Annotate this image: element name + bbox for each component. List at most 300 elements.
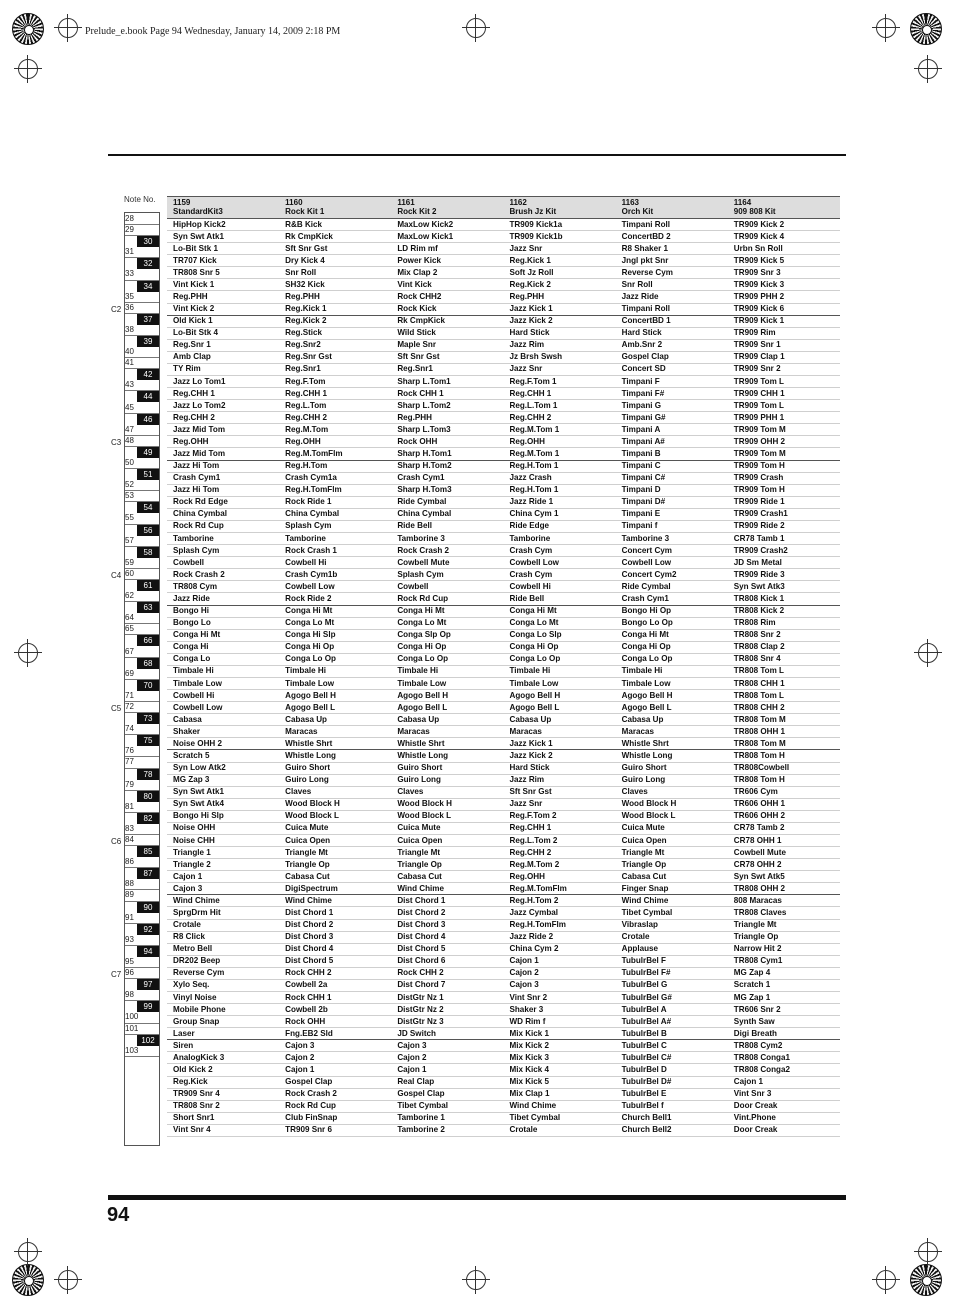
drum-sound-cell: TR909 Ride 1 (728, 496, 840, 508)
drum-sound-cell: Wood Block H (391, 798, 503, 810)
drum-sound-cell: Agogo Bell L (616, 702, 728, 714)
table-row (167, 279, 840, 291)
drum-sound-cell: Applause (616, 943, 728, 955)
drum-sound-cell: SprgDrm Hit (167, 907, 279, 919)
table-row (167, 424, 840, 436)
white-key-note: 71 (125, 690, 134, 700)
table-row (167, 992, 840, 1004)
black-key: 94 (137, 946, 159, 957)
drum-sound-cell: Dist Chord 5 (279, 955, 391, 967)
drum-sound-cell: Wood Block L (391, 810, 503, 822)
drum-sound-cell: Reg.CHH 1 (503, 388, 615, 400)
kit-number: 1162 (509, 198, 527, 207)
drum-sound-cell: TR909 Tom H (728, 460, 840, 472)
drum-sound-cell: Hard Stick (503, 762, 615, 774)
drum-sound-cell: Reg.OHH (503, 436, 615, 448)
drum-sound-cell: Timpani Roll (616, 219, 728, 231)
drum-sound-cell: Conga Lo Slp (503, 629, 615, 641)
black-key: 32 (137, 258, 159, 269)
black-key: 87 (137, 868, 159, 879)
drum-sound-cell: Reg.H.Tom 2 (503, 895, 615, 907)
drum-sound-cell: Rock CHH 1 (391, 388, 503, 400)
drum-sound-cell: Ride Bell (391, 520, 503, 532)
drum-sound-cell: Syn Swt Atk1 (167, 231, 279, 243)
drum-sound-cell: TR808 Snr 5 (167, 267, 279, 279)
table-row (167, 545, 840, 557)
black-key: 97 (137, 979, 159, 990)
table-row (167, 1112, 840, 1124)
drum-sound-cell: Rock Crash 2 (167, 569, 279, 581)
table-row (167, 919, 840, 931)
top-rule (108, 154, 846, 156)
drum-sound-cell: Mix Clap 2 (391, 267, 503, 279)
drum-sound-cell: TR909 Tom L (728, 376, 840, 388)
white-key-note: 95 (125, 957, 134, 967)
drum-sound-cell: TubulrBel E (616, 1088, 728, 1100)
drum-sound-cell: TubulrBel A# (616, 1016, 728, 1028)
registration-star-icon (910, 1264, 942, 1296)
drum-sound-cell: Wood Block L (279, 810, 391, 822)
white-key-note: 67 (125, 646, 134, 656)
drum-sound-cell: Metro Bell (167, 943, 279, 955)
drum-sound-cell: Jazz Hi Tom (167, 460, 279, 472)
drum-sound-cell: Cabasa Up (503, 714, 615, 726)
drum-sound-cell: Cabasa Cut (279, 871, 391, 883)
drum-sound-cell: Concert SD (616, 363, 728, 375)
drum-sound-cell: Reg.CHH 1 (167, 388, 279, 400)
drum-sound-cell: Ride Bell (503, 593, 615, 605)
drum-sound-cell: TR808 CHH 2 (728, 702, 840, 714)
drum-sound-cell: Maracas (391, 726, 503, 738)
drum-sound-cell: MaxLow Kick2 (391, 219, 503, 231)
drum-sound-cell: Crash Cym1 (616, 593, 728, 605)
drum-sound-cell: Conga Lo (167, 653, 279, 665)
drum-sound-cell: Jazz Cymbal (503, 907, 615, 919)
drum-sound-cell: Siren (167, 1040, 279, 1052)
crosshair-icon (14, 1238, 42, 1266)
drum-sound-cell: Bongo Hi Op (616, 605, 728, 617)
drum-sound-cell: Rock CHH2 (391, 291, 503, 303)
drum-sound-cell: Whistle Long (391, 750, 503, 762)
drum-sound-cell: Timpani A (616, 424, 728, 436)
table-row (167, 315, 840, 327)
drum-sound-cell: Cowbell (391, 581, 503, 593)
drum-sound-cell: Jazz Snr (503, 363, 615, 375)
drum-sound-cell: Agogo Bell H (279, 690, 391, 702)
drum-sound-cell: Reg.Snr1 (279, 363, 391, 375)
table-row (167, 255, 840, 267)
drum-sound-cell: Bongo Hi Slp (167, 810, 279, 822)
drum-sound-cell: Triangle Op (728, 931, 840, 943)
drum-sound-cell: Mix Kick 4 (503, 1064, 615, 1076)
table-row (167, 243, 840, 255)
table-row (167, 219, 840, 231)
white-key-note: 69 (125, 668, 134, 678)
white-key-note: 79 (125, 779, 134, 789)
table-row (167, 798, 840, 810)
table-row (167, 738, 840, 750)
crosshair-icon (914, 55, 942, 83)
kit-header (167, 197, 279, 219)
drum-sound-cell: Cajon 1 (728, 1076, 840, 1088)
table-row (167, 1016, 840, 1028)
drum-sound-cell: Reg.F.Tom (279, 376, 391, 388)
drum-sound-cell: Triangle Op (391, 859, 503, 871)
drum-sound-cell: TR606 OHH 2 (728, 810, 840, 822)
white-key-note: 76 (125, 746, 134, 756)
white-key-note: 48 (125, 435, 134, 445)
drum-sound-cell: Agogo Bell L (391, 702, 503, 714)
drum-sound-cell: Reverse Cym (616, 267, 728, 279)
drum-sound-cell: Dist Chord 3 (279, 931, 391, 943)
black-key: 90 (137, 902, 159, 913)
black-key: 61 (137, 580, 159, 591)
drum-sound-cell: TR909 Kick 6 (728, 303, 840, 315)
white-key-note: 77 (125, 757, 134, 767)
drum-sound-cell: Syn Swt Atk1 (167, 786, 279, 798)
drum-sound-cell: Sft Snr Gst (391, 351, 503, 363)
white-key-note: 72 (125, 701, 134, 711)
drum-sound-cell: TY Rim (167, 363, 279, 375)
drum-sound-cell: TubulrBel F (616, 955, 728, 967)
drum-sound-cell: Gospel Clap (616, 351, 728, 363)
black-key: 73 (137, 713, 159, 724)
piano-keyboard (124, 212, 160, 1146)
table-row (167, 677, 840, 689)
drum-sound-cell: Snr Roll (279, 267, 391, 279)
octave-label: C6 (111, 837, 122, 847)
drum-sound-cell: Guiro Short (391, 762, 503, 774)
drum-sound-cell: Vint Kick (391, 279, 503, 291)
drum-sound-cell: Jngl pkt Snr (616, 255, 728, 267)
drum-sound-cell: TR909 Kick1a (503, 219, 615, 231)
drum-sound-cell: Triangle Mt (728, 919, 840, 931)
drum-sound-cell: TR909 Ride 3 (728, 569, 840, 581)
drum-sound-cell: Reg.L.Tom (279, 400, 391, 412)
drum-sound-cell: Cajon 2 (503, 967, 615, 979)
drum-sound-cell: Whistle Shrt (391, 738, 503, 750)
drum-sound-cell: Timbale Low (391, 677, 503, 689)
drum-sound-cell: DR202 Beep (167, 955, 279, 967)
drum-sound-cell: Agogo Bell H (616, 690, 728, 702)
kit-name: StandardKit3 (173, 207, 223, 216)
table-row (167, 1052, 840, 1064)
drum-sound-cell: TR909 Kick 5 (728, 255, 840, 267)
table-row (167, 714, 840, 726)
drum-sound-cell: Cajon 2 (279, 1052, 391, 1064)
octave-label: C2 (111, 304, 122, 314)
drum-sound-cell: Timpani G# (616, 412, 728, 424)
black-key: 39 (137, 336, 159, 347)
white-key-note: 74 (125, 724, 134, 734)
drum-sound-cell: Rock CHH 2 (391, 967, 503, 979)
white-key-note: 89 (125, 890, 134, 900)
drum-sound-cell: Tibet Cymbal (503, 1112, 615, 1124)
white-key-note: 91 (125, 912, 134, 922)
drum-sound-cell: TR909 Kick1b (503, 231, 615, 243)
drum-sound-cell: Splash Cym (391, 569, 503, 581)
drum-sound-cell: Mobile Phone (167, 1004, 279, 1016)
drum-sound-cell: Mix Kick 2 (503, 1040, 615, 1052)
drum-sound-cell: Reg.M.Tom 1 (503, 424, 615, 436)
drum-sound-cell: Reg.H.TomFlm (279, 484, 391, 496)
white-key-note: 38 (125, 324, 134, 334)
drum-sound-cell: Syn Swt Atk4 (167, 798, 279, 810)
table-row (167, 303, 840, 315)
white-key-note: 93 (125, 934, 134, 944)
white-key-note: 40 (125, 347, 134, 357)
drum-sound-cell: Conga Hi Mt (391, 605, 503, 617)
table-row (167, 810, 840, 822)
drum-sound-cell: Tibet Cymbal (616, 907, 728, 919)
drum-sound-cell: Conga Lo Op (503, 653, 615, 665)
drum-sound-cell: Agogo Bell L (279, 702, 391, 714)
table-row (167, 895, 840, 907)
drum-sound-cell: TR808 Clap 2 (728, 641, 840, 653)
drum-sound-cell: Jazz Ride 1 (503, 496, 615, 508)
drum-sound-cell: Dist Chord 2 (391, 907, 503, 919)
drum-sound-cell: Rock Crash 2 (279, 1088, 391, 1100)
table-row (167, 1004, 840, 1016)
drum-sound-cell: TR606 Cym (728, 786, 840, 798)
drum-sound-cell: Reg.F.Tom 2 (503, 810, 615, 822)
drum-sound-cell: Rock Crash 1 (279, 545, 391, 557)
drum-sound-cell: Sharp L.Tom3 (391, 424, 503, 436)
file-header: Prelude_e.book Page 94 Wednesday, January 14, 2009 2:18 PM (85, 26, 341, 37)
drum-sound-cell: Reg.Snr1 (391, 363, 503, 375)
drum-sound-cell: Tamborine (279, 533, 391, 545)
drum-sound-cell: TR808 Cym (167, 581, 279, 593)
drum-sound-cell: TR909 Tom H (728, 484, 840, 496)
drum-sound-cell: MG Zap 3 (167, 774, 279, 786)
drum-sound-cell: MG Zap 1 (728, 992, 840, 1004)
drum-sound-cell: Concert Cym2 (616, 569, 728, 581)
drum-sound-cell: Wind Chime (616, 895, 728, 907)
octave-label: C3 (111, 437, 122, 447)
drum-sound-cell: China Cymbal (167, 508, 279, 520)
table-row (167, 1124, 840, 1136)
drum-sound-cell: Power Kick (391, 255, 503, 267)
drum-sound-cell: Reg.CHH 2 (503, 412, 615, 424)
drum-sound-cell: Reg.H.TomFlm (503, 919, 615, 931)
drum-sound-cell: Scratch 5 (167, 750, 279, 762)
table-row (167, 460, 840, 472)
drum-sound-cell: Timbale Hi (616, 665, 728, 677)
black-key: 92 (137, 924, 159, 935)
drum-sound-cell: Timbale Hi (391, 665, 503, 677)
drum-sound-cell: Maracas (503, 726, 615, 738)
drum-sound-cell: TR808 Rim (728, 617, 840, 629)
drum-sound-cell: Timpani C (616, 460, 728, 472)
drum-sound-cell: Cajon 1 (503, 955, 615, 967)
drum-sound-cell: Reg.PHH (391, 412, 503, 424)
table-row (167, 617, 840, 629)
drum-sound-cell: MG Zap 4 (728, 967, 840, 979)
table-row (167, 750, 840, 762)
drum-sound-cell: Jazz Ride 2 (503, 931, 615, 943)
drum-sound-cell: Timpani B (616, 448, 728, 460)
kit-number: 1161 (397, 198, 415, 207)
drum-sound-cell: Lo-Bit Stk 4 (167, 327, 279, 339)
drum-sound-cell: Reg.M.TomFlm (503, 883, 615, 895)
drum-sound-cell: TR808 Cym2 (728, 1040, 840, 1052)
drum-sound-cell: Timbale Hi (503, 665, 615, 677)
drum-sound-cell: LD Rim mf (391, 243, 503, 255)
table-row (167, 641, 840, 653)
drum-sound-cell: Sft Snr Gst (503, 786, 615, 798)
drum-sound-cell: Crash Cym (503, 569, 615, 581)
drum-sound-cell: Triangle Mt (391, 847, 503, 859)
drum-sound-cell: TubulrBel F# (616, 967, 728, 979)
drum-sound-cell: Church Bell2 (616, 1124, 728, 1136)
drum-sound-cell: Reg.L.Tom 2 (503, 834, 615, 846)
drum-sound-cell: Crotale (616, 931, 728, 943)
white-key-note: 45 (125, 402, 134, 412)
table-row (167, 931, 840, 943)
white-key-note: 81 (125, 801, 134, 811)
drum-sound-cell: Rock Rd Cup (167, 520, 279, 532)
registration-star-icon (910, 13, 942, 45)
drum-sound-cell: Syn Low Atk2 (167, 762, 279, 774)
kit-header (503, 197, 615, 219)
kit-header (728, 197, 840, 219)
drum-sound-cell: Timpani f (616, 520, 728, 532)
white-key-note: 101 (125, 1023, 139, 1033)
drum-sound-cell: Agogo Bell L (503, 702, 615, 714)
drum-sound-cell: TR808 Claves (728, 907, 840, 919)
drum-sound-cell: TubulrBel f (616, 1100, 728, 1112)
kit-number: 1164 (733, 198, 752, 207)
drum-sound-cell: Reverse Cym (167, 967, 279, 979)
drum-sound-cell: R&B Kick (279, 219, 391, 231)
drum-sound-cell: Reg.H.Tom 1 (503, 460, 615, 472)
table-row (167, 291, 840, 303)
drum-sound-cell: Jazz Ride (167, 593, 279, 605)
drum-sound-cell: TR808 Tom L (728, 665, 840, 677)
black-key: 42 (137, 369, 159, 380)
drum-sound-cell: Reg.M.Tom 2 (503, 859, 615, 871)
drum-sound-cell: Reg.Snr2 (279, 339, 391, 351)
table-row (167, 351, 840, 363)
drum-sound-cell: Church Bell1 (616, 1112, 728, 1124)
drum-sound-cell: TR808 Snr 2 (167, 1100, 279, 1112)
table-row (167, 327, 840, 339)
drum-sound-cell: CR78 OHH 2 (728, 859, 840, 871)
drum-sound-cell: Reg.Kick (167, 1076, 279, 1088)
drum-sound-cell: Sharp H.Tom1 (391, 448, 503, 460)
drum-sound-cell: R8 Click (167, 931, 279, 943)
drum-sound-cell: Timbale Low (503, 677, 615, 689)
kit-number: 1160 (285, 198, 303, 207)
drum-sound-cell: Guiro Long (616, 774, 728, 786)
table-row (167, 581, 840, 593)
table-row (167, 665, 840, 677)
drum-sound-cell: Jazz Lo Tom1 (167, 376, 279, 388)
kit-name: 909 808 Kit (733, 207, 776, 216)
drum-sound-cell: Bongo Lo (167, 617, 279, 629)
drum-sound-cell: Dist Chord 2 (279, 919, 391, 931)
drum-sound-cell: Crash Cym (503, 545, 615, 557)
white-key-note: 55 (125, 513, 134, 523)
drum-sound-cell: Agogo Bell H (391, 690, 503, 702)
page-number: 94 (107, 1204, 130, 1226)
drum-sound-cell: Jazz Mid Tom (167, 448, 279, 460)
table-row (167, 653, 840, 665)
drum-sound-cell: Rock Ride 1 (279, 496, 391, 508)
drum-sound-cell: Rock Rd Cup (391, 593, 503, 605)
drum-sound-cell: Reg.PHH (503, 291, 615, 303)
drum-sound-cell: Wood Block L (616, 810, 728, 822)
table-row (167, 496, 840, 508)
drum-sound-cell: Cajon 3 (279, 1040, 391, 1052)
kit-name: Brush Jz Kit (509, 207, 557, 216)
drum-sound-cell: Conga Hi Mt (503, 605, 615, 617)
drum-sound-cell: Soft Jz Roll (503, 267, 615, 279)
drum-sound-cell: Jazz Rim (503, 339, 615, 351)
white-key-note: 43 (125, 380, 134, 390)
drum-sound-cell: Vint Kick 1 (167, 279, 279, 291)
drum-sound-cell: Vint.Phone (728, 1112, 840, 1124)
white-key-note: 88 (125, 879, 134, 889)
drum-sound-cell: Digi Breath (728, 1028, 840, 1040)
drum-sound-cell: Tamborine (167, 533, 279, 545)
drum-sound-cell: Timpani E (616, 508, 728, 520)
drum-sound-cell: SH32 Kick (279, 279, 391, 291)
drum-sound-cell: Conga Lo Mt (391, 617, 503, 629)
drum-sound-cell: Dist Chord 6 (391, 955, 503, 967)
drum-kit-table (167, 196, 840, 1137)
drum-sound-cell: Old Kick 2 (167, 1064, 279, 1076)
drum-sound-cell: Tamborine 3 (391, 533, 503, 545)
drum-sound-cell: Conga Hi Op (279, 641, 391, 653)
drum-sound-cell: Reg.Stick (279, 327, 391, 339)
drum-sound-cell: Cowbell Low (503, 557, 615, 569)
drum-sound-cell: Guiro Short (279, 762, 391, 774)
table-row (167, 557, 840, 569)
drum-sound-cell: TR707 Kick (167, 255, 279, 267)
crosshair-icon (462, 14, 490, 42)
drum-sound-cell: Scratch 1 (728, 979, 840, 991)
drum-sound-cell: Jazz Mid Tom (167, 424, 279, 436)
drum-sound-cell: JD Switch (391, 1028, 503, 1040)
drum-sound-cell: Maracas (279, 726, 391, 738)
drum-sound-cell: Synth Saw (728, 1016, 840, 1028)
table-row (167, 859, 840, 871)
drum-sound-cell: Reg.Snr 1 (167, 339, 279, 351)
drum-sound-cell: Conga Hi (167, 641, 279, 653)
drum-sound-cell: Reg.CHH 2 (279, 412, 391, 424)
black-key: 34 (137, 281, 159, 292)
table-row (167, 388, 840, 400)
drum-sound-cell: Cuica Open (616, 834, 728, 846)
drum-sound-cell: Cowbell (167, 557, 279, 569)
drum-sound-cell: TR909 Crash (728, 472, 840, 484)
drum-sound-cell: Conga Lo Mt (279, 617, 391, 629)
table-row (167, 1040, 840, 1052)
crosshair-icon (872, 1266, 900, 1294)
drum-sound-cell: Crash Cym1 (391, 472, 503, 484)
drum-sound-cell: Concert Cym (616, 545, 728, 557)
crosshair-icon (14, 55, 42, 83)
table-row (167, 955, 840, 967)
kit-header (391, 197, 503, 219)
black-key: 44 (137, 391, 159, 402)
drum-sound-cell: Rock OHH (391, 436, 503, 448)
drum-sound-cell: DistGtr Nz 1 (391, 992, 503, 1004)
drum-sound-cell: Reg.OHH (279, 436, 391, 448)
drum-sound-cell: Rock Crash 2 (391, 545, 503, 557)
drum-sound-cell: Cowbell Hi (279, 557, 391, 569)
